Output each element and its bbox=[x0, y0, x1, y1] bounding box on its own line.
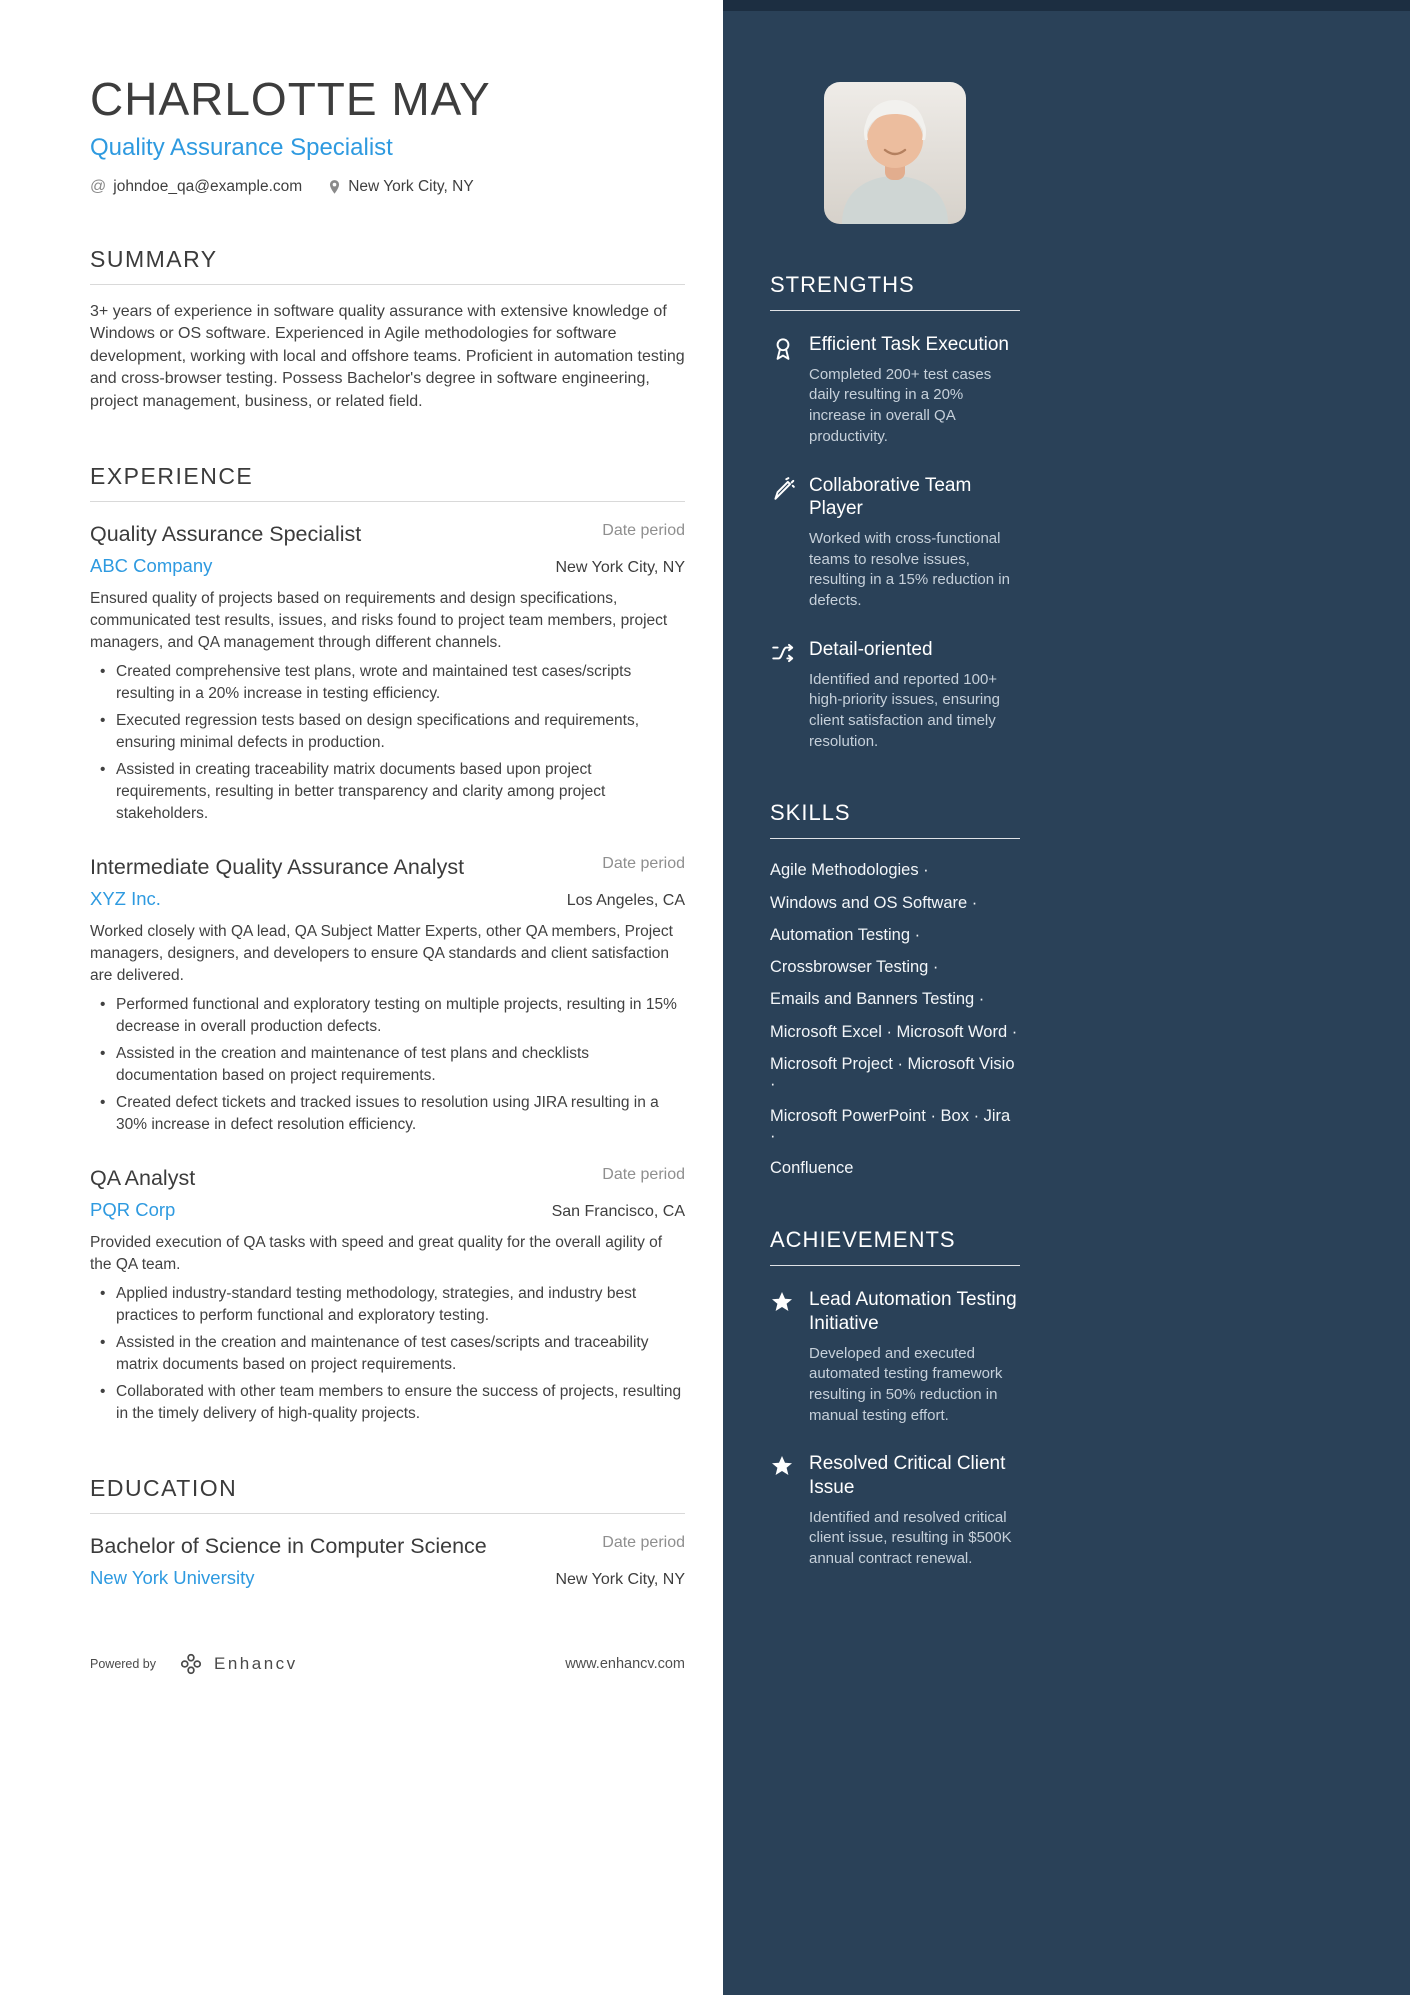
branch-arrows-icon bbox=[770, 638, 796, 753]
enhancv-logo bbox=[178, 1651, 204, 1677]
summary-section bbox=[90, 246, 685, 413]
strength-text: Completed 200+ test cases daily resulting in a 20% increase in overall QA productivity. bbox=[809, 365, 992, 445]
location-item bbox=[328, 178, 473, 196]
strength-title: Detail-oriented bbox=[809, 638, 933, 660]
strength-item bbox=[770, 333, 1020, 448]
strength-text: Worked with cross-functional teams to resolve issues, resulting in a 15% reduction in defects. bbox=[809, 530, 1010, 610]
experience-entry bbox=[90, 855, 685, 1136]
job-date: Date period bbox=[602, 854, 685, 872]
strengths-heading: STRENGTHS bbox=[770, 272, 1020, 311]
brand-lockup[interactable] bbox=[178, 1651, 298, 1677]
brand-name: Enhancv bbox=[214, 1653, 298, 1673]
job-bullet: • Created defect tickets and tracked issues to resolution using JIRA resulting in a 30% increase in defect resolution efficiency. bbox=[116, 1092, 685, 1136]
experience-heading: EXPERIENCE bbox=[90, 463, 685, 502]
achievement-item bbox=[770, 1452, 1020, 1570]
job-bullet: • Assisted in the creation and maintenance of test plans and checklists documentation based on project requirements. bbox=[116, 1043, 685, 1087]
job-header bbox=[90, 522, 685, 577]
skill-line: Windows and OS Software · bbox=[770, 893, 978, 912]
experience-entry bbox=[90, 522, 685, 825]
strength-item bbox=[770, 638, 1020, 753]
job-bullet: • Applied industry-standard testing methodology, strategies, and industry best practices to perform functional and exploratory testing. bbox=[116, 1283, 685, 1327]
job-description: Worked closely with QA lead, QA Subject Matter Experts, other QA members, Project managers, designers, and developers to ensure QA standards and client satisfaction are delivered. bbox=[90, 922, 673, 984]
achievement-text: Developed and executed automated testing framework resulting in 50% reduction in manual testing effort. bbox=[809, 1344, 1003, 1424]
location-value: New York City, NY bbox=[348, 178, 474, 195]
achievement-title: Resolved Critical Client Issue bbox=[809, 1453, 1006, 1499]
job-company: PQR Corp bbox=[90, 1198, 176, 1220]
sidebar-content bbox=[770, 82, 1020, 1570]
email-value[interactable]: johndoe_qa@example.com bbox=[113, 178, 303, 195]
skill-line: Microsoft PowerPoint · Box · Jira · bbox=[770, 1107, 1011, 1145]
skills-heading: SKILLS bbox=[770, 800, 1020, 839]
sidebar bbox=[723, 0, 1410, 1995]
job-bullet: • Executed regression tests based on design specifications and requirements, ensuring minimal defects in production. bbox=[116, 710, 685, 754]
job-bullet: • Collaborated with other team members to ensure the success of projects, resulting in the timely delivery of high-quality projects. bbox=[116, 1381, 685, 1425]
person-name: CHARLOTTE MAY bbox=[90, 73, 491, 125]
star-icon bbox=[770, 1288, 796, 1426]
job-company: ABC Company bbox=[90, 554, 213, 576]
strength-body bbox=[809, 333, 1020, 448]
achievement-body bbox=[809, 1452, 1020, 1570]
location-pin-icon bbox=[328, 179, 341, 195]
job-company: XYZ Inc. bbox=[90, 887, 161, 909]
skill-line: Agile Methodologies · bbox=[770, 861, 929, 880]
job-bullet: • Performed functional and exploratory testing on multiple projects, resulting in 15% decrease in overall production defects. bbox=[116, 994, 685, 1038]
education-heading: EDUCATION bbox=[90, 1475, 685, 1514]
at-icon: @ bbox=[90, 178, 107, 195]
powered-by-label: Powered by bbox=[90, 1656, 157, 1671]
job-title: QA Analyst bbox=[90, 1165, 196, 1190]
achievements-heading: ACHIEVEMENTS bbox=[770, 1227, 1020, 1266]
headline: Quality Assurance Specialist bbox=[90, 134, 393, 161]
experience-entry bbox=[90, 1166, 685, 1425]
achievement-body bbox=[809, 1288, 1020, 1426]
strength-item bbox=[770, 474, 1020, 612]
job-location: Los Angeles, CA bbox=[566, 891, 685, 909]
skill-line: Microsoft Excel · Microsoft Word · bbox=[770, 1022, 1018, 1041]
achievement-text: Identified and resolved critical client issue, resulting in $500K annual contract renewal. bbox=[809, 1508, 1012, 1568]
job-header bbox=[90, 1166, 685, 1221]
achievements-section bbox=[770, 1227, 1020, 1570]
degree-title: Bachelor of Science in Computer Science bbox=[90, 1533, 487, 1558]
strength-body bbox=[809, 638, 1020, 753]
strengths-section bbox=[770, 272, 1020, 752]
skill-line: Automation Testing · bbox=[770, 925, 921, 944]
skills-section bbox=[770, 800, 1020, 1179]
job-bullets bbox=[90, 661, 685, 825]
footer bbox=[90, 1651, 685, 1677]
job-date: Date period bbox=[602, 1165, 685, 1183]
skill-line: Crossbrowser Testing · bbox=[770, 958, 939, 977]
star-icon bbox=[770, 1452, 796, 1570]
job-date: Date period bbox=[602, 521, 685, 539]
skill-line: Emails and Banners Testing · bbox=[770, 990, 985, 1009]
achievement-title: Lead Automation Testing Initiative bbox=[809, 1289, 1017, 1334]
job-description: Ensured quality of projects based on requirements and design specifications, communicated test results, issues, and risks found to project team members, project managers, and QA management through different channels. bbox=[90, 589, 668, 651]
school-name: New York University bbox=[90, 1566, 255, 1588]
summary-text: 3+ years of experience in software quality assurance with extensive knowledge of Windows or OS software. Experienced in Agile methodologies for software development, working with local and offshore teams. Proficient in automation testing and cross-browser testing. Possess Bachelor's degree in software engineering, project management, business, or related field. bbox=[90, 303, 685, 410]
medal-icon bbox=[770, 333, 796, 448]
strength-title: Collaborative Team Player bbox=[809, 474, 972, 520]
profile-photo-image bbox=[824, 82, 966, 224]
pen-sparkle-icon bbox=[770, 474, 796, 612]
education-location: New York City, NY bbox=[555, 1570, 685, 1588]
strength-title: Efficient Task Execution bbox=[809, 334, 1009, 355]
job-bullets bbox=[90, 1283, 685, 1425]
education-header bbox=[90, 1534, 685, 1589]
job-header bbox=[90, 855, 685, 910]
website-url[interactable]: www.enhancv.com bbox=[565, 1655, 685, 1672]
job-description: Provided execution of QA tasks with speed and great quality for the overall agility of the QA team. bbox=[90, 1233, 663, 1273]
email-item bbox=[90, 178, 302, 196]
achievement-item bbox=[770, 1288, 1020, 1426]
profile-photo bbox=[824, 82, 966, 224]
experience-section bbox=[90, 463, 685, 1425]
sidebar-top-strip bbox=[723, 0, 1410, 11]
job-bullets bbox=[90, 994, 685, 1136]
job-title: Intermediate Quality Assurance Analyst bbox=[90, 854, 465, 879]
summary-heading: SUMMARY bbox=[90, 246, 685, 285]
skill-line: Microsoft Project · Microsoft Visio · bbox=[770, 1055, 1015, 1093]
job-location: New York City, NY bbox=[555, 558, 685, 576]
strength-text: Identified and reported 100+ high-priority issues, ensuring client satisfaction and timely resolution. bbox=[809, 670, 1000, 750]
job-bullet: • Assisted in creating traceability matrix documents based upon project requirements, resulting in better transparency and clarity among project stakeholders. bbox=[116, 759, 685, 825]
contact-row bbox=[90, 178, 685, 196]
skill-line: Confluence bbox=[770, 1159, 854, 1178]
strength-body bbox=[809, 474, 1020, 612]
education-date: Date period bbox=[602, 1533, 685, 1551]
resume-header bbox=[90, 72, 685, 196]
education-entry bbox=[90, 1534, 685, 1589]
job-bullet: • Created comprehensive test plans, wrote and maintained test cases/scripts resulting in a 20% increase in testing efficiency. bbox=[116, 661, 685, 705]
job-title: Quality Assurance Specialist bbox=[90, 521, 362, 546]
job-location: San Francisco, CA bbox=[551, 1202, 685, 1220]
education-section bbox=[90, 1475, 685, 1589]
job-bullet: • Assisted in the creation and maintenance of test cases/scripts and traceability matrix documents based on project requirements. bbox=[116, 1332, 685, 1376]
